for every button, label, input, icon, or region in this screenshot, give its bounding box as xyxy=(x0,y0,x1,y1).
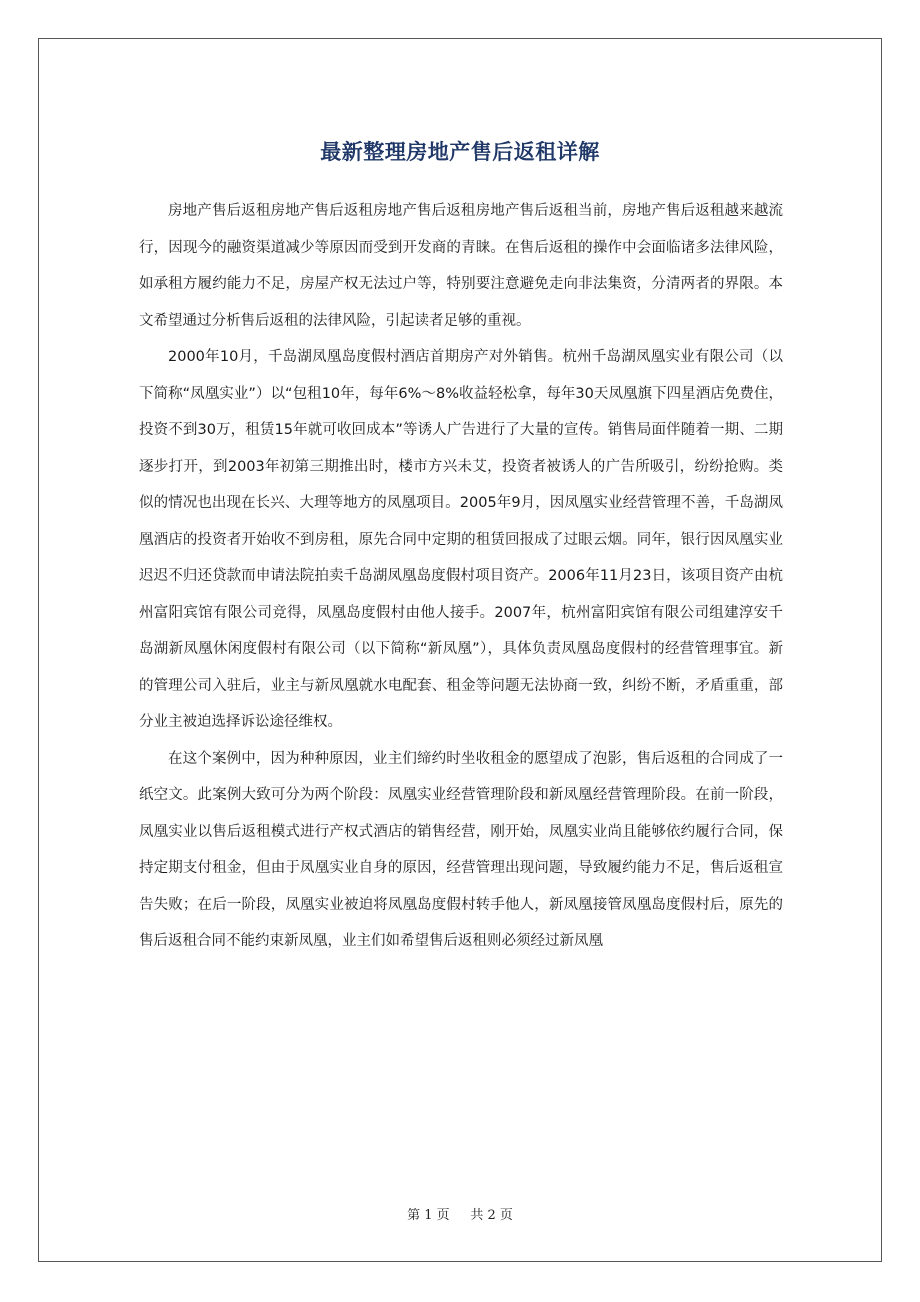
paragraph-intro: 房地产售后返租房地产售后返租房地产售后返租房地产售后返租当前，房地产售后返租越来越流行，因现今的融资渠道减少等原因而受到开发商的青睐。在售后返租的操作中会面临诸多法律风险，如承租方履约能力不足，房屋产权无法过户等，特别要注意避免走向非法集资，分清两者的界限。本文希望通过分析售后返租的法律风险，引起读者足够的重视。 xyxy=(139,203,783,329)
paragraph-case: 2000年10月，千岛湖凤凰岛度假村酒店首期房产对外销售。杭州千岛湖凤凰实业有限公司（以下简称“凤凰实业”）以“包租10年，每年6%～8%收益轻松拿，每年30天凤凰旗下四星酒店免费住，投资不到30万，租赁15年就可收回成本”等诱人广告进行了大量的宣传。销售局面伴随着一期、二期逐步打开，到2003年初第三期推出时，楼市方兴未艾，投资者被诱人的广告所吸引，纷纷抢购。类似的情况也出现在长兴、大理等地方的凤凰项目。2005年9月，因凤凰实业经营管理不善，千岛湖凤凰酒店的投资者开始收不到房租，原先合同中定期的租赁回报成了过眼云烟。同年，银行因凤凰实业迟迟不归还贷款而申请法院拍卖千岛湖凤凰岛度假村项目资产。2006年11月23日，该项目资产由杭州富阳宾馆有限公司竞得，凤凰岛度假村由他人接手。2007年，杭州富阳宾馆有限公司组建淳安千岛湖新凤凰休闲度假村有限公司（以下简称“新凤凰”），具体负责凤凰岛度假村的经营管理事宜。新的管理公司入驻后，业主与新凤凰就水电配套、租金等问题无法协商一致，纠纷不断，矛盾重重，部分业主被迫选择诉讼途径维权。 xyxy=(139,349,783,730)
paragraph-analysis: 在这个案例中，因为种种原因，业主们缔约时坐收租金的愿望成了泡影，售后返租的合同成了一纸空文。此案例大致可分为两个阶段：凤凰实业经营管理阶段和新凤凰经营管理阶段。在前一阶段，凤凰实业以售后返租模式进行产权式酒店的销售经营，刚开始，凤凰实业尚且能够依约履行合同，保持定期支付租金，但由于凤凰实业自身的原因，经营管理出现问题，导致履约能力不足，售后返租宣告失败；在后一阶段，凤凰实业被迫将凤凰岛度假村转手他人，新凤凰接管凤凰岛度假村后，原先的售后返租合同不能约束新凤凰，业主们如希望售后返租则必须经过新凤凰 xyxy=(139,750,783,949)
document-body xyxy=(139,193,783,960)
document-title: 最新整理房地产售后返租详解 xyxy=(320,140,600,165)
total-pages-number: 2 xyxy=(487,1208,496,1223)
page-footer xyxy=(0,1206,920,1226)
current-page-number: 1 xyxy=(424,1208,433,1223)
page-label-prefix: 第 xyxy=(407,1208,421,1223)
total-label-prefix: 共 xyxy=(470,1208,484,1223)
page-label-suffix: 页 xyxy=(436,1208,450,1223)
total-label-suffix: 页 xyxy=(499,1208,513,1223)
